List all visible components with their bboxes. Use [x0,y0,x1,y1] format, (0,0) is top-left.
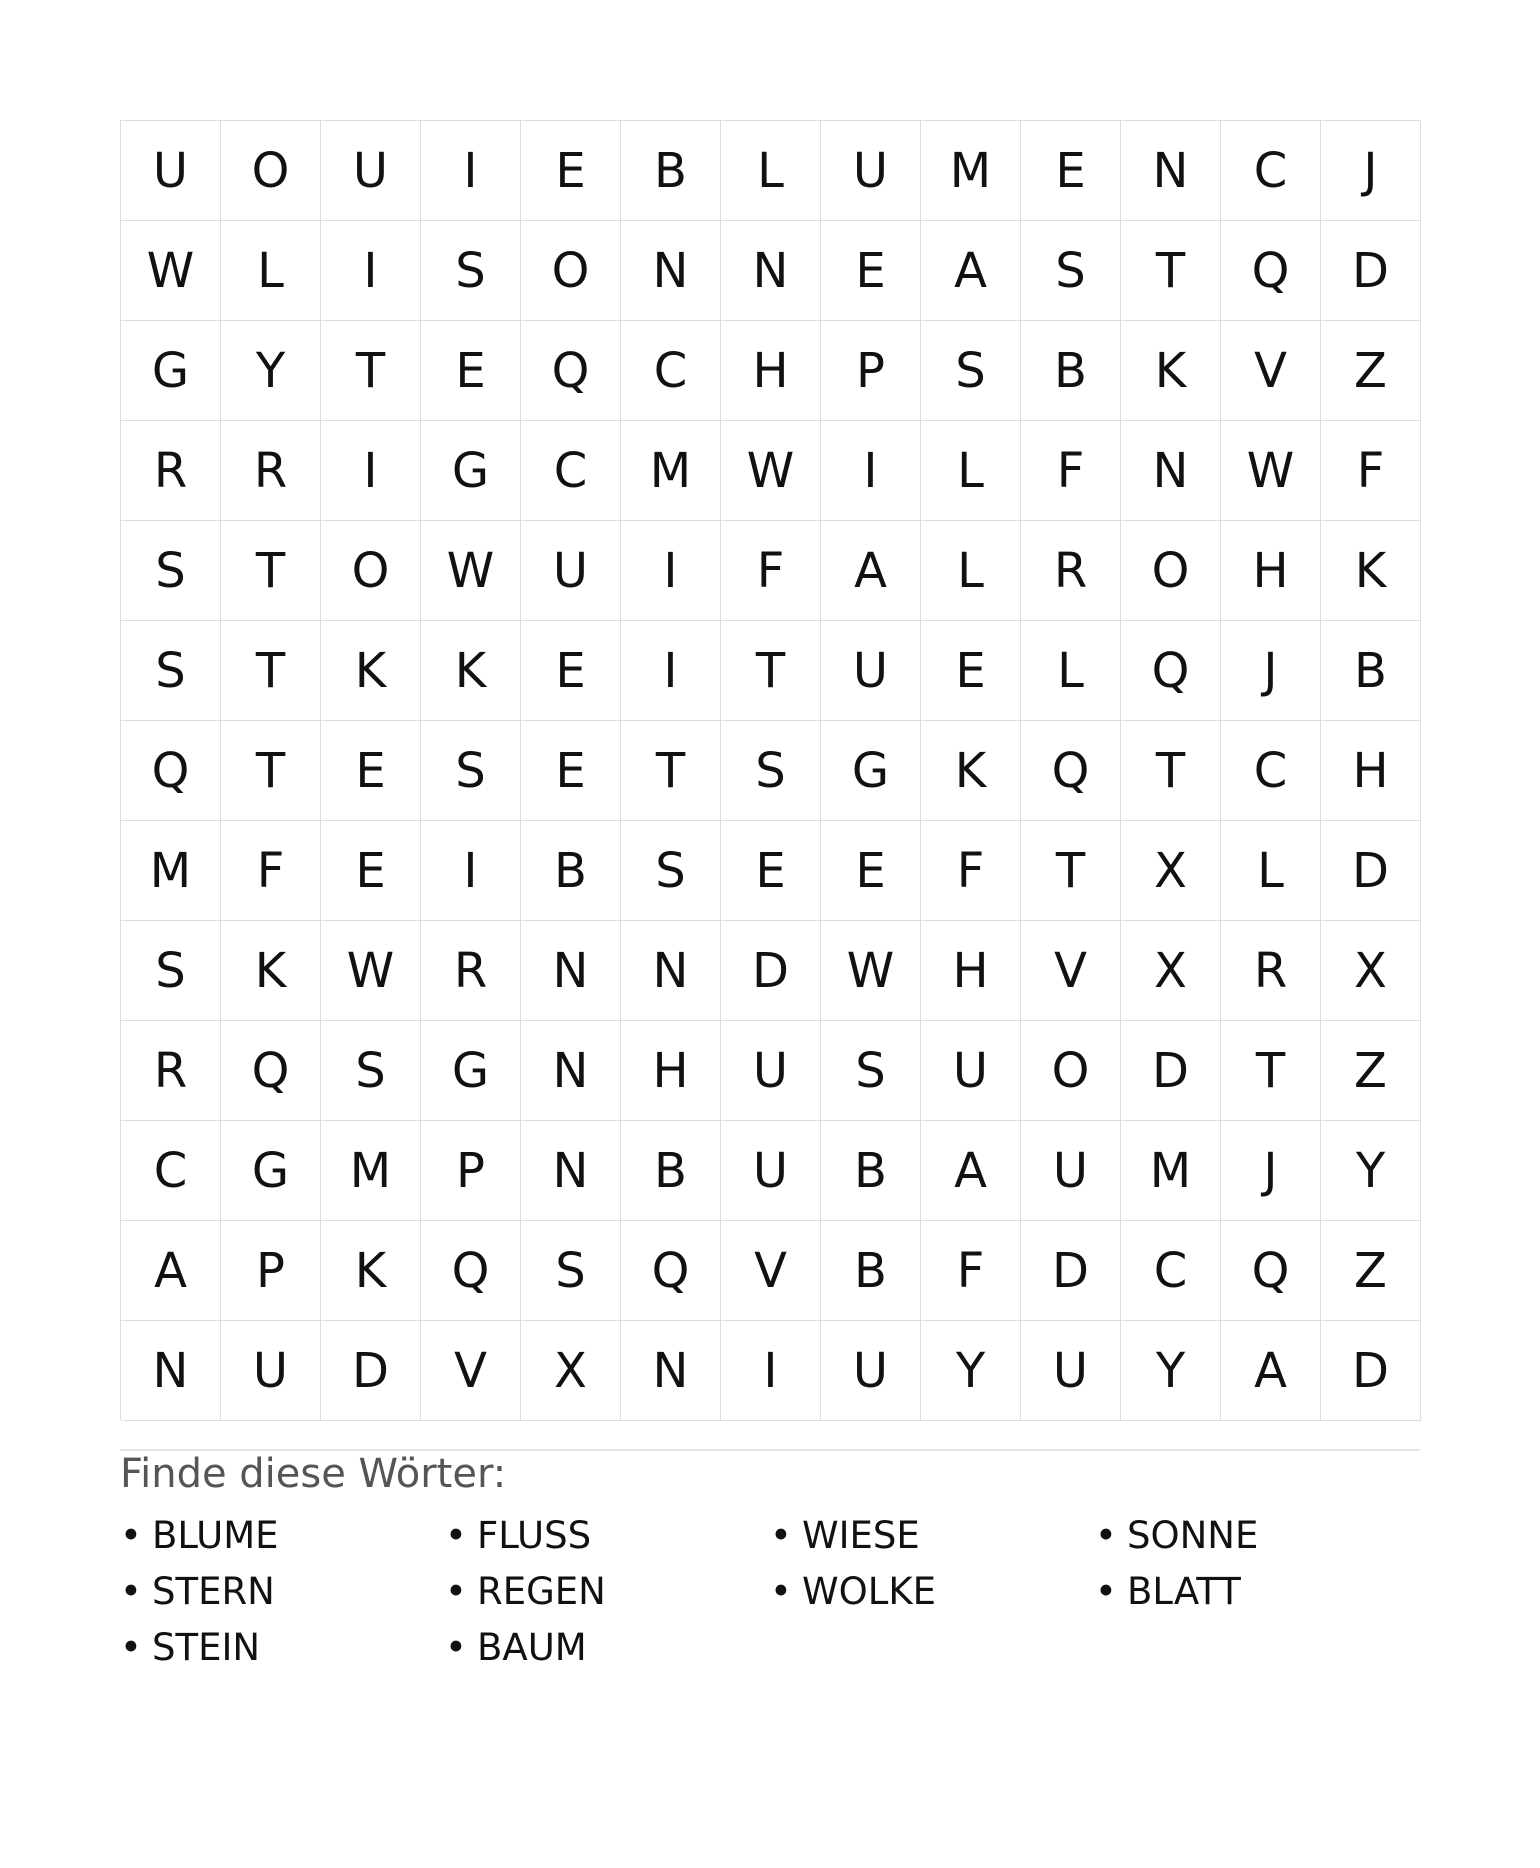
word-label: BAUM [477,1626,587,1669]
grid-cell[interactable]: G [821,721,921,821]
grid-cell[interactable]: B [821,1221,921,1321]
grid-cell[interactable]: B [621,121,721,221]
bullet-icon: • [1095,1570,1117,1613]
grid-cell[interactable]: E [421,321,521,421]
word-list-item [445,1508,770,1564]
grid-cell[interactable]: L [1221,821,1321,921]
grid-cell[interactable]: S [921,321,1021,421]
grid-cell[interactable]: F [721,521,821,621]
grid-cell[interactable]: T [221,621,321,721]
grid-cell[interactable]: S [121,621,221,721]
grid-cell[interactable]: A [1221,1321,1321,1421]
grid-cell[interactable]: E [321,721,421,821]
grid-cell[interactable]: U [821,121,921,221]
grid-cell[interactable]: C [1121,1221,1221,1321]
grid-cell[interactable]: P [821,321,921,421]
grid-cell[interactable]: C [1221,121,1321,221]
grid-cell[interactable]: I [621,521,721,621]
word-label: WOLKE [802,1570,936,1613]
grid-cell[interactable]: R [121,1021,221,1121]
grid-cell[interactable]: N [521,921,621,1021]
grid-cell[interactable]: M [921,121,1021,221]
word-list-item [1095,1564,1420,1620]
grid-cell[interactable]: V [1221,321,1321,421]
grid-cell[interactable]: D [721,921,821,1021]
grid-cell[interactable]: Z [1321,1021,1421,1121]
grid-cell[interactable]: Y [221,321,321,421]
grid-cell[interactable]: M [121,821,221,921]
grid-cell[interactable]: M [621,421,721,521]
grid-cell[interactable]: N [121,1321,221,1421]
grid-cell[interactable]: I [421,821,521,921]
grid-cell[interactable]: Q [1221,1221,1321,1321]
grid-cell[interactable]: V [1021,921,1121,1021]
grid-cell[interactable]: U [721,1021,821,1121]
grid-cell[interactable]: C [521,421,621,521]
grid-cell[interactable]: U [221,1321,321,1421]
grid-cell[interactable]: P [421,1121,521,1221]
grid-cell[interactable]: H [921,921,1021,1021]
grid-cell[interactable]: Y [1321,1121,1421,1221]
grid-cell[interactable]: U [821,621,921,721]
bullet-icon: • [445,1570,467,1613]
grid-cell[interactable]: L [921,521,1021,621]
grid-cell[interactable]: B [1021,321,1121,421]
grid-cell[interactable]: S [821,1021,921,1121]
grid-cell[interactable]: V [421,1321,521,1421]
word-label: SONNE [1127,1514,1259,1557]
grid-cell[interactable]: D [1121,1021,1221,1121]
grid-cell[interactable]: E [721,821,821,921]
word-list [120,1508,1420,1676]
grid-cell[interactable]: A [821,521,921,621]
grid-cell[interactable]: D [1321,821,1421,921]
grid-cell[interactable]: D [1021,1221,1121,1321]
word-label: BLUME [152,1514,279,1557]
grid-cell[interactable]: L [721,121,821,221]
grid-cell[interactable]: Q [121,721,221,821]
grid-cell[interactable]: F [221,821,321,921]
grid-cell[interactable]: U [921,1021,1021,1121]
word-label: WIESE [802,1514,920,1557]
grid-cell[interactable]: B [821,1121,921,1221]
grid-cell[interactable]: R [121,421,221,521]
bullet-icon: • [445,1626,467,1669]
word-label: STERN [152,1570,275,1613]
grid-cell[interactable]: S [721,721,821,821]
grid-cell[interactable]: T [221,521,321,621]
bullet-icon: • [770,1514,792,1557]
grid-cell[interactable]: R [221,421,321,521]
grid-cell[interactable]: T [1221,1021,1321,1121]
word-label: REGEN [477,1570,606,1613]
word-list-item [120,1508,445,1564]
grid-cell[interactable]: N [621,921,721,1021]
grid-cell[interactable]: T [321,321,421,421]
grid-cell[interactable]: Z [1321,321,1421,421]
grid-cell[interactable]: Z [1321,1221,1421,1321]
grid-cell[interactable]: T [221,721,321,821]
word-list-heading: Finde diese Wörter: [120,1451,507,1497]
grid-cell[interactable]: I [421,121,521,221]
grid-cell[interactable]: U [521,521,621,621]
grid-cell[interactable]: I [321,221,421,321]
grid-cell[interactable]: Q [521,321,621,421]
bullet-icon: • [120,1514,142,1557]
grid-cell[interactable]: T [721,621,821,721]
grid-cell[interactable]: O [321,521,421,621]
grid-cell[interactable]: K [221,921,321,1021]
grid-cell[interactable]: Q [621,1221,721,1321]
grid-cell[interactable]: C [621,321,721,421]
grid-cell[interactable]: G [121,321,221,421]
grid-cell[interactable]: G [421,421,521,521]
grid-cell[interactable]: O [1121,521,1221,621]
word-list-item [770,1508,1095,1564]
grid-cell[interactable]: X [1321,921,1421,1021]
grid-cell[interactable]: K [321,1221,421,1321]
grid-cell[interactable]: U [121,121,221,221]
grid-cell[interactable]: S [421,721,521,821]
grid-cell[interactable]: Y [1121,1321,1221,1421]
grid-cell[interactable]: B [521,821,621,921]
bullet-icon: • [445,1514,467,1557]
grid-cell[interactable]: J [1321,121,1421,221]
grid-cell[interactable]: X [1121,921,1221,1021]
grid-cell[interactable]: A [121,1221,221,1321]
grid-cell[interactable]: T [621,721,721,821]
grid-cell[interactable]: U [321,121,421,221]
grid-cell[interactable]: B [621,1121,721,1221]
grid-cell[interactable]: E [521,721,621,821]
grid-cell[interactable]: S [421,221,521,321]
grid-cell[interactable]: W [321,921,421,1021]
word-list-item [770,1564,1095,1620]
grid-cell[interactable]: M [1121,1121,1221,1221]
word-list-item [1095,1508,1420,1564]
grid-cell[interactable]: K [921,721,1021,821]
grid-cell[interactable]: N [721,221,821,321]
grid-cell[interactable]: N [621,1321,721,1421]
grid-cell[interactable]: I [821,421,921,521]
grid-cell[interactable]: U [1021,1321,1121,1421]
grid-cell[interactable]: W [721,421,821,521]
grid-cell[interactable]: D [1321,1321,1421,1421]
grid-cell[interactable]: M [321,1121,421,1221]
grid-cell[interactable]: P [221,1221,321,1321]
grid-cell[interactable]: E [821,821,921,921]
word-list-item [445,1564,770,1620]
grid-cell[interactable]: H [1321,721,1421,821]
grid-cell[interactable]: N [621,221,721,321]
grid-cell[interactable]: B [1321,621,1421,721]
bullet-icon: • [1095,1514,1117,1557]
grid-cell[interactable]: R [421,921,521,1021]
grid-cell[interactable]: K [321,621,421,721]
grid-cell[interactable]: T [1121,221,1221,321]
word-label: BLATT [1127,1570,1241,1613]
grid-cell[interactable]: S [321,1021,421,1121]
grid-cell[interactable]: T [1021,821,1121,921]
letter-grid [120,120,1420,1420]
word-label: STEIN [152,1626,261,1669]
grid-cell[interactable]: Q [421,1221,521,1321]
grid-cell[interactable]: W [421,521,521,621]
grid-cell[interactable]: E [321,821,421,921]
grid-cell[interactable]: E [1021,121,1121,221]
grid-cell[interactable]: E [921,621,1021,721]
grid-cell[interactable]: Q [1221,221,1321,321]
grid-cell[interactable]: S [121,521,221,621]
grid-cell[interactable]: U [721,1121,821,1221]
grid-cell[interactable]: L [1021,621,1121,721]
grid-cell[interactable]: S [1021,221,1121,321]
grid-cell[interactable]: S [621,821,721,921]
grid-cell[interactable]: U [1021,1121,1121,1221]
grid-cell[interactable]: Q [1021,721,1121,821]
grid-cell[interactable]: J [1221,1121,1321,1221]
grid-cell[interactable]: Q [1121,621,1221,721]
grid-cell[interactable]: C [121,1121,221,1221]
grid-cell[interactable]: G [221,1121,321,1221]
grid-cell[interactable]: H [621,1021,721,1121]
grid-cell[interactable]: O [521,221,621,321]
grid-cell[interactable]: N [1121,421,1221,521]
grid-cell[interactable]: Q [221,1021,321,1121]
grid-cell[interactable]: D [321,1321,421,1421]
grid-cell[interactable]: U [821,1321,921,1421]
grid-cell[interactable]: X [1121,821,1221,921]
grid-cell[interactable]: W [821,921,921,1021]
grid-cell[interactable]: E [521,621,621,721]
grid-cell[interactable]: G [421,1021,521,1121]
grid-cell[interactable]: F [1021,421,1121,521]
grid-cell[interactable]: L [921,421,1021,521]
grid-cell[interactable]: Y [921,1321,1021,1421]
grid-cell[interactable]: S [121,921,221,1021]
grid-cell[interactable]: I [721,1321,821,1421]
grid-cell[interactable]: A [921,1121,1021,1221]
grid-cell[interactable]: W [1221,421,1321,521]
grid-cell[interactable]: T [1121,721,1221,821]
grid-cell[interactable]: N [521,1021,621,1121]
grid-cell[interactable]: F [1321,421,1421,521]
grid-cell[interactable]: F [921,1221,1021,1321]
grid-cell[interactable]: O [1021,1021,1121,1121]
word-list-item [120,1620,445,1676]
grid-cell[interactable]: R [1021,521,1121,621]
grid-cell[interactable]: K [1321,521,1421,621]
grid-cell[interactable]: K [1121,321,1221,421]
grid-cell[interactable]: E [821,221,921,321]
grid-cell[interactable]: N [521,1121,621,1221]
grid-cell[interactable]: I [321,421,421,521]
grid-cell[interactable]: I [621,621,721,721]
word-list-item [120,1564,445,1620]
grid-cell[interactable]: S [521,1221,621,1321]
grid-cell[interactable]: R [1221,921,1321,1021]
grid-cell[interactable]: X [521,1321,621,1421]
grid-cell[interactable]: F [921,821,1021,921]
grid-cell[interactable]: C [1221,721,1321,821]
bullet-icon: • [120,1570,142,1613]
grid-cell[interactable]: K [421,621,521,721]
word-label: FLUSS [477,1514,592,1557]
grid-cell[interactable]: N [1121,121,1221,221]
bullet-icon: • [120,1626,142,1669]
grid-cell[interactable]: H [1221,521,1321,621]
grid-cell[interactable]: E [521,121,621,221]
word-list-item [445,1620,770,1676]
grid-cell[interactable]: A [921,221,1021,321]
grid-cell[interactable]: J [1221,621,1321,721]
grid-cell[interactable]: H [721,321,821,421]
grid-cell[interactable]: D [1321,221,1421,321]
grid-cell[interactable]: L [221,221,321,321]
bullet-icon: • [770,1570,792,1613]
grid-cell[interactable]: V [721,1221,821,1321]
grid-cell[interactable]: W [121,221,221,321]
grid-cell[interactable]: O [221,121,321,221]
